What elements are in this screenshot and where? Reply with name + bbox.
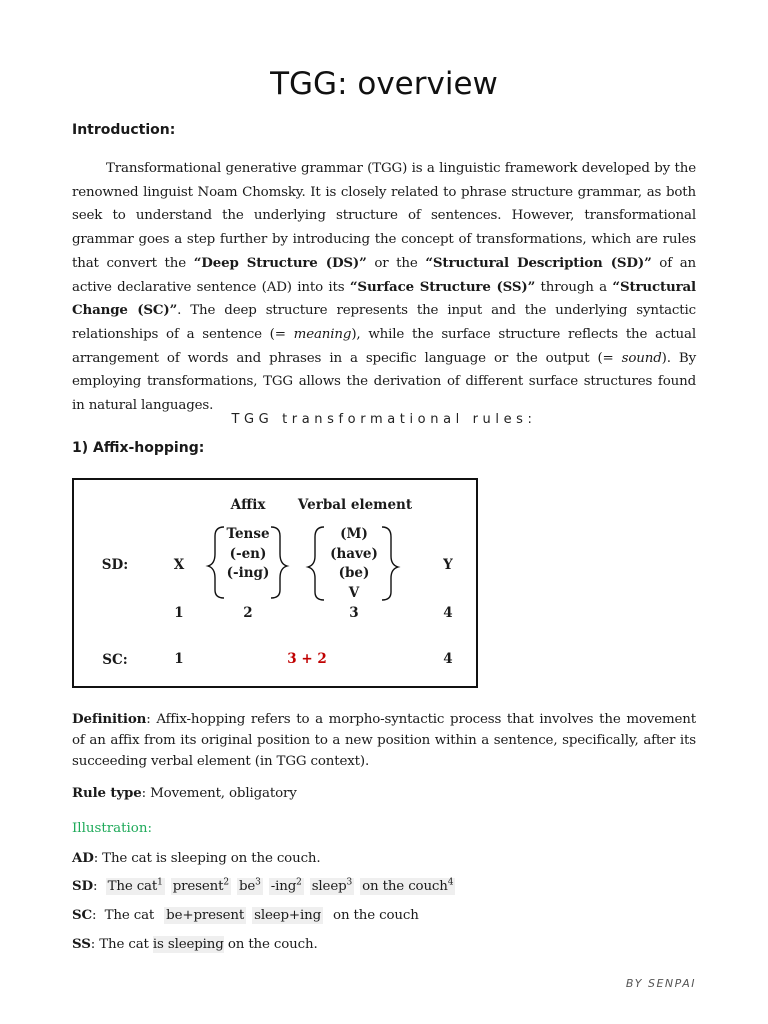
deep-structure-term: “Deep Structure (DS)”	[193, 254, 367, 271]
introduction-heading: Introduction:	[72, 122, 176, 138]
sd-constituent: $be^3$	[238, 877, 261, 894]
affix-right-brace-icon	[271, 527, 287, 598]
verbal-element-column-header: Verbal element	[297, 497, 413, 513]
sc-index-4: 4	[443, 651, 453, 667]
index-3: 3	[349, 605, 359, 621]
affix-option: (-ing)	[226, 565, 270, 581]
affix-options	[226, 525, 269, 584]
sc-constituent: be+present	[166, 908, 245, 923]
verbal-option: (have)	[330, 545, 378, 562]
structural-description-term: “Structural Description (SD)”	[425, 254, 652, 271]
verbal-option: (be)	[338, 565, 370, 581]
sc-example-line: SC: The cat be+present sleep+ing on the couch	[72, 907, 419, 923]
surface-structure-term: “Surface Structure (SS)”	[349, 278, 536, 295]
index-2: 2	[243, 605, 253, 621]
definition-paragraph: Definition: Affix-hopping refers to a morpho-syntactic process that involves the movement of an affix from its original position to a new position within a sentence, specifically, after its succeeding verbal element (in TGG context).	[72, 711, 696, 769]
index-1: 1	[174, 605, 184, 621]
index-4: 4	[443, 605, 453, 621]
sc-label: SC:	[102, 652, 128, 668]
rule-type-line: Rule type: Movement, obligatory	[72, 785, 297, 801]
y-symbol: Y	[443, 557, 453, 573]
meaning-term: meaning	[293, 326, 352, 342]
verbal-right-brace-icon	[382, 527, 398, 600]
sd-example-line: SD: The cat$^1$ present$^2$ $be^3$ -ing$^2$ sleep$^3$ on the couch$^4$	[72, 877, 454, 894]
ss-highlight: is sleeping	[152, 937, 224, 952]
sc-index-1: 1	[174, 651, 184, 667]
sc-constituent: on the couch	[333, 908, 419, 923]
rules-heading: TGG transformational rules:	[231, 412, 537, 427]
sd-constituent: -ing$^2$	[270, 877, 302, 894]
verbal-option: V	[348, 584, 360, 601]
affix-option: (-en)	[229, 545, 267, 562]
author-signature: BY SENPAI	[625, 977, 696, 990]
affix-hopping-heading: 1) Affix-hopping:	[72, 440, 205, 456]
ss-example-line: SS: The cat is sleeping on the couch.	[72, 936, 318, 952]
sd-label: SD:	[101, 557, 129, 573]
affix-option: Tense	[226, 526, 270, 542]
verbal-option: (M)	[340, 526, 368, 542]
sc-hop-result: 3 + 2	[287, 651, 327, 667]
affix-left-brace-icon	[208, 527, 224, 598]
affix-column-header: Affix	[230, 497, 266, 513]
page-title: TGG: overview	[270, 66, 498, 102]
sound-term: sound	[621, 350, 662, 366]
sd-constituent: The cat$^1$	[107, 877, 163, 894]
sc-constituent: The cat	[104, 908, 155, 923]
affix-hopping-rule-box	[72, 478, 478, 688]
illustration-heading: Illustration:	[72, 821, 152, 836]
verbal-element-options	[330, 525, 378, 603]
sd-constituent: present$^2$	[172, 877, 229, 894]
ad-example-line: AD: The cat is sleeping on the couch.	[72, 850, 321, 866]
sd-constituent: sleep$^3$	[311, 877, 353, 894]
sc-constituent: sleep+ing	[254, 908, 322, 923]
brace-drawings	[74, 480, 480, 690]
verbal-left-brace-icon	[308, 527, 324, 600]
x-symbol: X	[173, 557, 185, 573]
sd-constituent: on the couch$^4$	[362, 877, 454, 894]
structural-change-term: “Structural Change (SC)”	[72, 278, 696, 319]
introduction-paragraph: Transformational generative grammar (TGG) is a linguistic framework developed by the renowned linguist Noam Chomsky. It is closely related to phrase structure grammar, as both seek to understand the underlying structure of sentences. However, transformational grammar goes a step further by introducing the concept of transformations, which are rules that convert the “Deep Structure (DS)” or the “Structural Description (SD)” of an active declarative sentence (AD) into its “Surface Structure (SS)” through a “Structural Change (SC)”. The deep structure represents the input and the underlying syntactic relationships of a sentence (= meaning), while the surface structure reflects the actual arrangement of words and phrases in a specific language or the output (= sound). By employing transformations, TGG allows the derivation of different surface structures found in natural languages.	[72, 161, 696, 414]
